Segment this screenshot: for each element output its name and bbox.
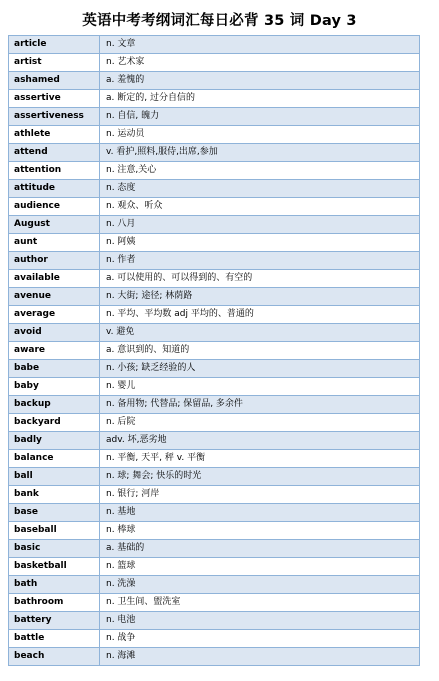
- definition-cell: n. 运动员: [100, 126, 420, 144]
- table-row: [9, 162, 420, 180]
- table-row: [9, 234, 420, 252]
- table-row: [9, 36, 420, 54]
- word-cell: baseball: [9, 522, 100, 540]
- word-cell: attitude: [9, 180, 100, 198]
- word-cell: artist: [9, 54, 100, 72]
- definition-cell: n. 作者: [100, 252, 420, 270]
- table-row: [9, 252, 420, 270]
- word-cell: badly: [9, 432, 100, 450]
- definition-cell: v. 看护,照料,服侍,出席,参加: [100, 144, 420, 162]
- word-cell: author: [9, 252, 100, 270]
- word-cell: article: [9, 36, 100, 54]
- table-row: [9, 450, 420, 468]
- definition-cell: a. 意识到的、知道的: [100, 342, 420, 360]
- word-cell: audience: [9, 198, 100, 216]
- definition-cell: a. 基础的: [100, 540, 420, 558]
- table-row: [9, 630, 420, 648]
- word-cell: avoid: [9, 324, 100, 342]
- table-row: [9, 504, 420, 522]
- word-cell: backyard: [9, 414, 100, 432]
- definition-cell: n. 后院: [100, 414, 420, 432]
- table-row: [9, 324, 420, 342]
- table-row: [9, 576, 420, 594]
- definition-cell: n. 注意,关心: [100, 162, 420, 180]
- definition-cell: n. 大街; 途径; 林荫路: [100, 288, 420, 306]
- table-row: [9, 360, 420, 378]
- word-cell: ashamed: [9, 72, 100, 90]
- table-row: [9, 396, 420, 414]
- word-cell: balance: [9, 450, 100, 468]
- word-cell: battery: [9, 612, 100, 630]
- vocabulary-table-body: [9, 36, 420, 666]
- definition-cell: n. 球; 舞会; 快乐的时光: [100, 468, 420, 486]
- table-row: [9, 90, 420, 108]
- definition-cell: n. 艺术家: [100, 54, 420, 72]
- word-cell: ball: [9, 468, 100, 486]
- table-row: [9, 270, 420, 288]
- table-row: [9, 558, 420, 576]
- word-cell: aunt: [9, 234, 100, 252]
- definition-cell: n. 态度: [100, 180, 420, 198]
- definition-cell: n. 棒球: [100, 522, 420, 540]
- word-cell: attention: [9, 162, 100, 180]
- definition-cell: adv. 坏,恶劣地: [100, 432, 420, 450]
- table-row: [9, 378, 420, 396]
- definition-cell: n. 小孩; 缺乏经验的人: [100, 360, 420, 378]
- definition-cell: n. 洗澡: [100, 576, 420, 594]
- word-cell: August: [9, 216, 100, 234]
- definition-cell: a. 羞愧的: [100, 72, 420, 90]
- table-row: [9, 540, 420, 558]
- definition-cell: a. 断定的, 过分自信的: [100, 90, 420, 108]
- definition-cell: n. 平均、平均数 adj 平均的、普通的: [100, 306, 420, 324]
- definition-cell: n. 篮球: [100, 558, 420, 576]
- definition-cell: n. 平衡, 天平, 秤 v. 平衡: [100, 450, 420, 468]
- word-cell: base: [9, 504, 100, 522]
- definition-cell: n. 自信, 魄力: [100, 108, 420, 126]
- definition-cell: n. 观众、听众: [100, 198, 420, 216]
- word-cell: basketball: [9, 558, 100, 576]
- table-row: [9, 180, 420, 198]
- table-row: [9, 288, 420, 306]
- definition-cell: v. 避免: [100, 324, 420, 342]
- word-cell: beach: [9, 648, 100, 666]
- table-row: [9, 648, 420, 666]
- table-row: [9, 54, 420, 72]
- vocabulary-table: [8, 35, 420, 666]
- definition-cell: n. 电池: [100, 612, 420, 630]
- word-cell: attend: [9, 144, 100, 162]
- definition-cell: a. 可以使用的、可以得到的、有空的: [100, 270, 420, 288]
- word-cell: average: [9, 306, 100, 324]
- table-row: [9, 594, 420, 612]
- table-row: [9, 612, 420, 630]
- table-row: [9, 108, 420, 126]
- definition-cell: n. 海滩: [100, 648, 420, 666]
- table-row: [9, 486, 420, 504]
- definition-cell: n. 婴儿: [100, 378, 420, 396]
- table-row: [9, 468, 420, 486]
- word-cell: basic: [9, 540, 100, 558]
- table-row: [9, 72, 420, 90]
- word-cell: bathroom: [9, 594, 100, 612]
- definition-cell: n. 银行; 河岸: [100, 486, 420, 504]
- word-cell: baby: [9, 378, 100, 396]
- definition-cell: n. 八月: [100, 216, 420, 234]
- definition-cell: n. 卫生间、盥洗室: [100, 594, 420, 612]
- table-row: [9, 342, 420, 360]
- word-cell: assertive: [9, 90, 100, 108]
- word-cell: assertiveness: [9, 108, 100, 126]
- table-row: [9, 432, 420, 450]
- word-cell: backup: [9, 396, 100, 414]
- word-cell: available: [9, 270, 100, 288]
- definition-cell: n. 战争: [100, 630, 420, 648]
- definition-cell: n. 文章: [100, 36, 420, 54]
- word-cell: athlete: [9, 126, 100, 144]
- table-row: [9, 414, 420, 432]
- definition-cell: n. 基地: [100, 504, 420, 522]
- word-cell: babe: [9, 360, 100, 378]
- definition-cell: n. 阿姨: [100, 234, 420, 252]
- page-title: 英语中考考纲词汇每日必背 35 词 Day 3: [82, 13, 357, 29]
- table-row: [9, 144, 420, 162]
- definition-cell: n. 备用物; 代替品; 保留品, 多余件: [100, 396, 420, 414]
- word-cell: bath: [9, 576, 100, 594]
- word-cell: battle: [9, 630, 100, 648]
- table-row: [9, 306, 420, 324]
- word-cell: bank: [9, 486, 100, 504]
- word-cell: aware: [9, 342, 100, 360]
- word-cell: avenue: [9, 288, 100, 306]
- table-row: [9, 126, 420, 144]
- table-row: [9, 522, 420, 540]
- table-row: [9, 216, 420, 234]
- table-row: [9, 198, 420, 216]
